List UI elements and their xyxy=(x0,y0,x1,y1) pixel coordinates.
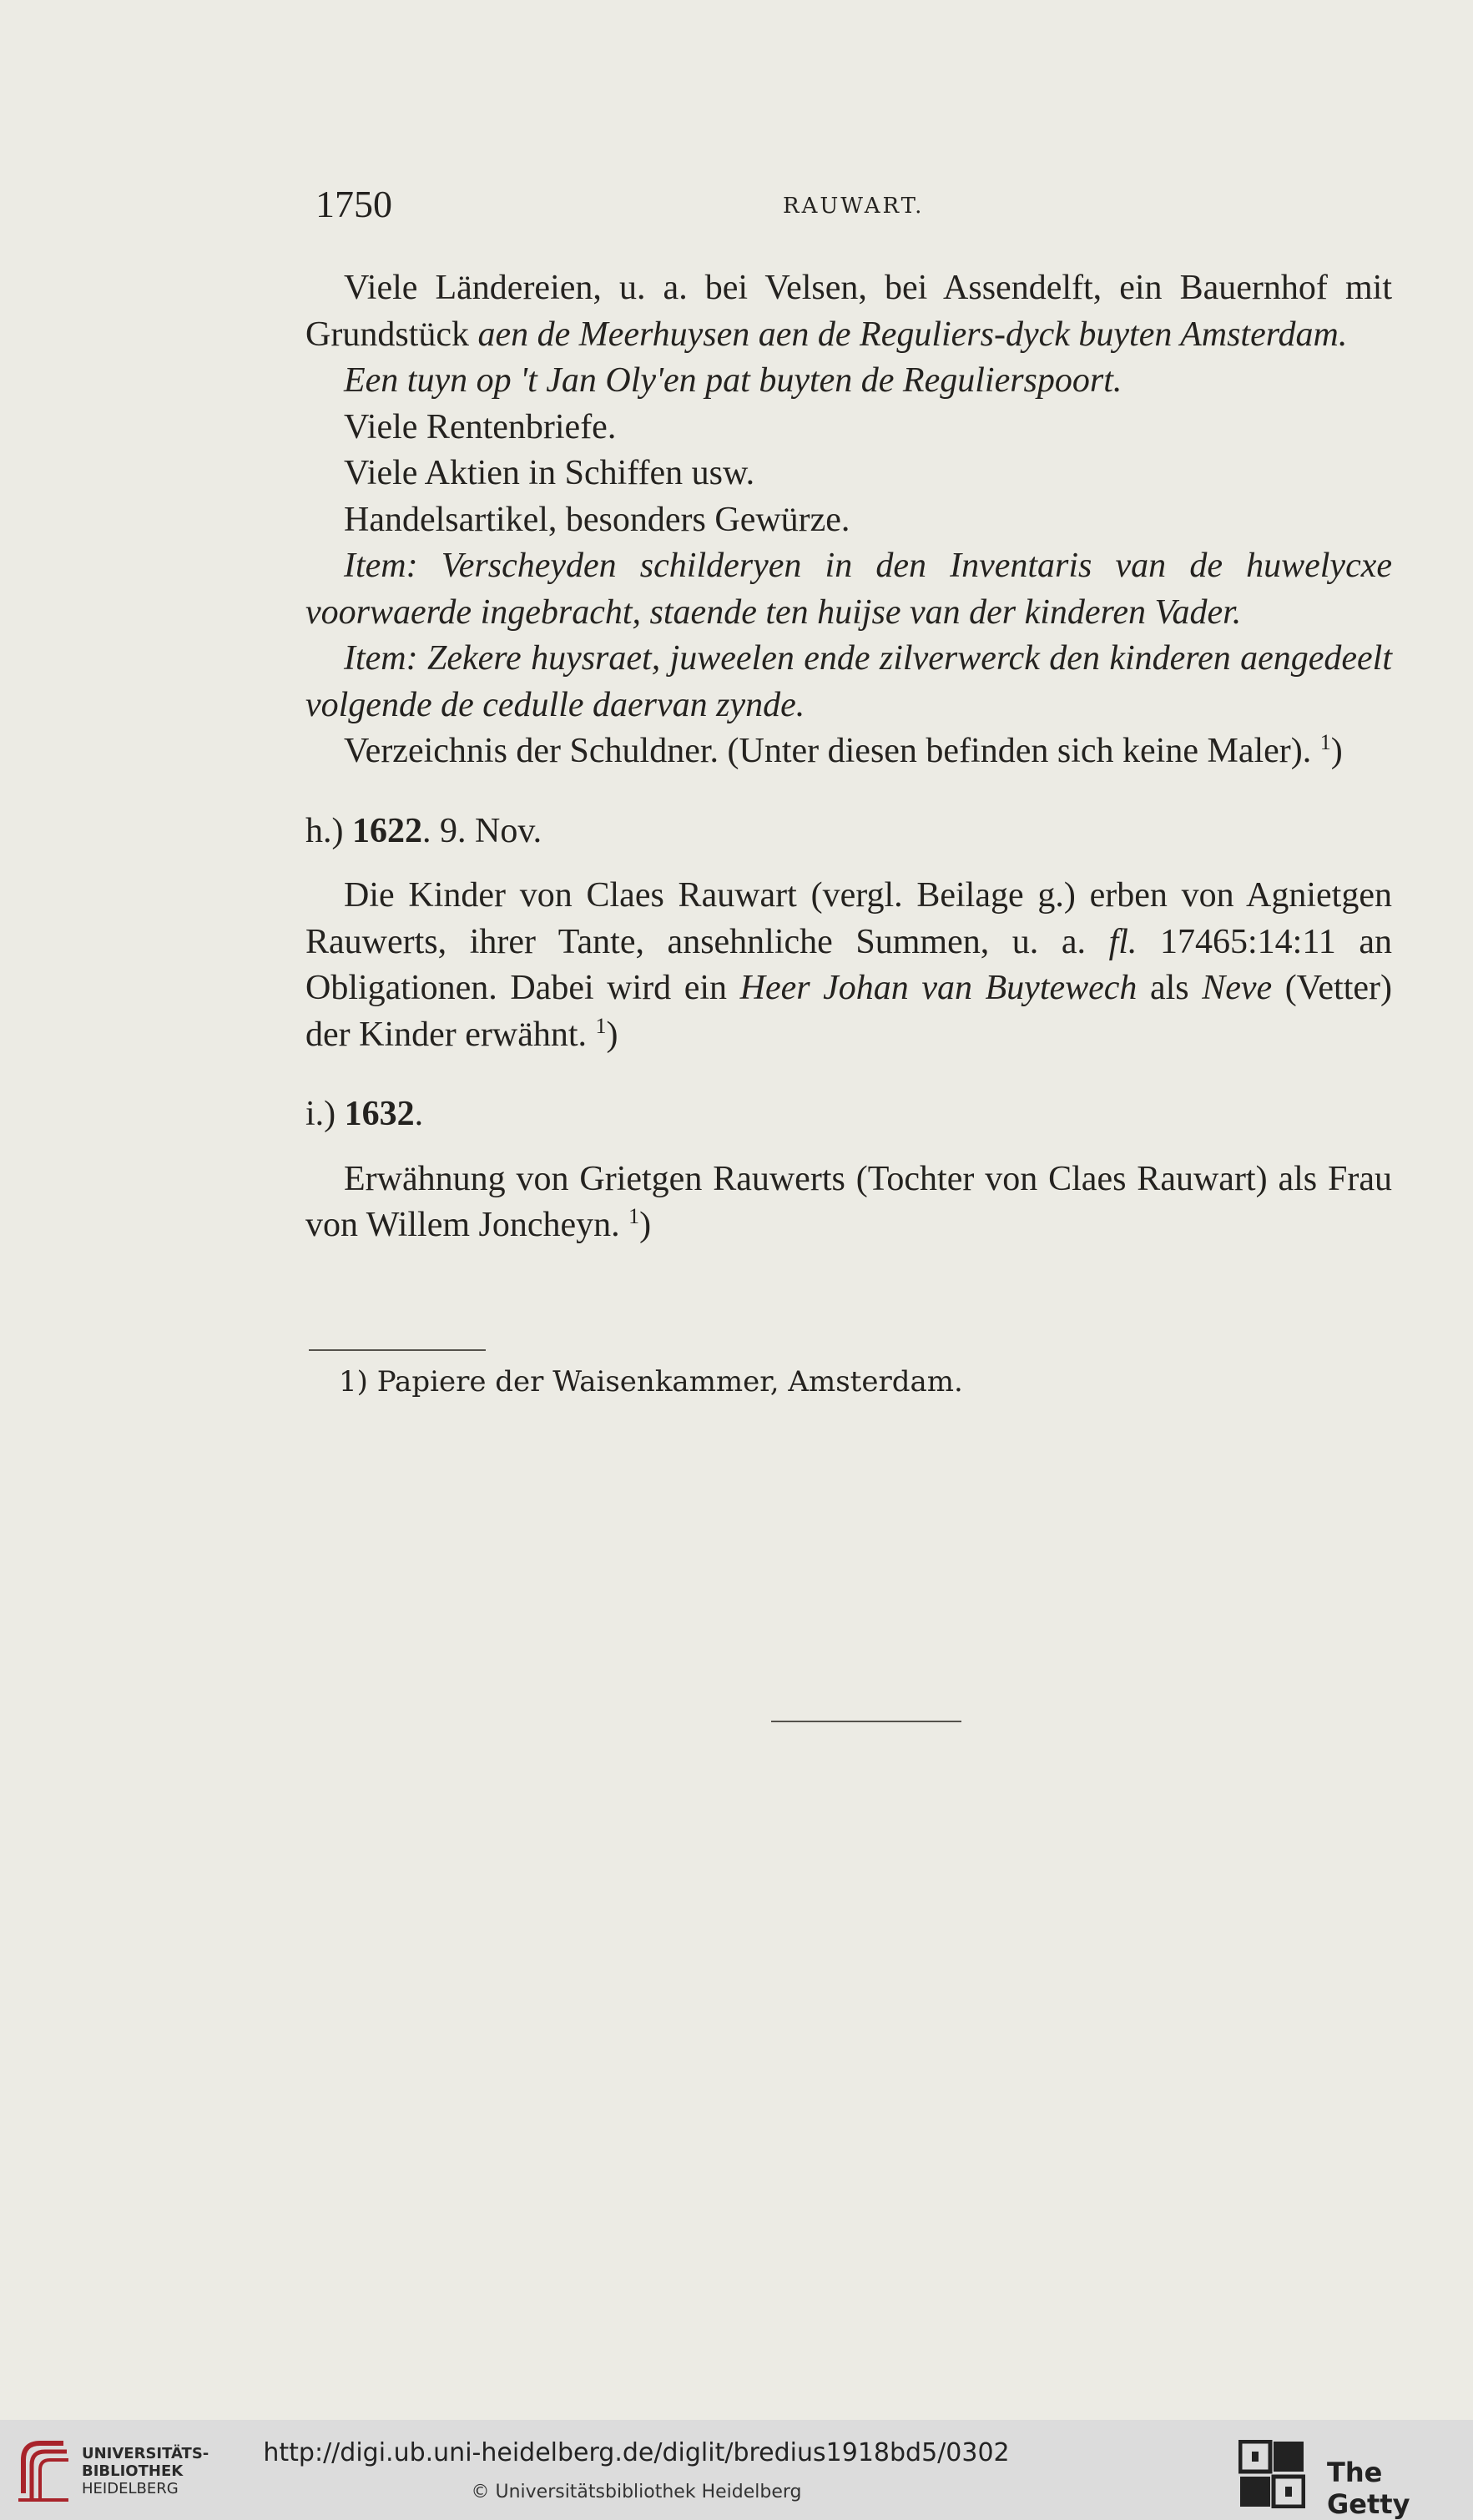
section-heading-i: i.) 1632. xyxy=(305,1095,424,1133)
paragraph-handelsartikel: Handelsartikel, besonders Gewürze. xyxy=(344,500,850,539)
footnote: 1) Papiere der Waisenkammer, Amsterdam. xyxy=(339,1365,963,1399)
paragraph-schuldner: Verzeichnis der Schuldner. (Unter diesen befinden sich keine Maler). $^1$) xyxy=(344,730,1343,770)
page-header xyxy=(315,182,1392,232)
getty-name: The Getty xyxy=(1327,2457,1410,2520)
paragraph-aktien: Viele Aktien in Schiffen usw. xyxy=(344,454,755,492)
paragraph-item-schilderyen: Item: Verscheyden schilderyen in den Inventaris van de huwelycxe voorwaerde ingebracht, staende ten huijse van der kinderen Vader. xyxy=(305,547,1392,632)
page-number: 1750 xyxy=(315,183,392,225)
end-rule xyxy=(771,1721,961,1722)
library-name: UNIVERSITÄTS- BIBLIOTHEK HEIDELBERG xyxy=(82,2445,209,2497)
paragraph-grietgen: Erwähnung von Grietgen Rauwerts (Tochter von Claes Rauwart) als Frau von Willem Joncheyn. $^1$) xyxy=(305,1159,1392,1244)
permalink-url[interactable]: http://digi.ub.uni-heidelberg.de/diglit/bredius1918bd5/0302 xyxy=(263,2438,1010,2467)
copyright-notice: © Universitätsbibliothek Heidelberg xyxy=(471,2482,802,2502)
paragraph-garden: Een tuyn op 't Jan Oly'en pat buyten de Regulierspoort. xyxy=(344,361,1122,400)
footnote-separator xyxy=(309,1349,486,1351)
getty-logo-icon xyxy=(1238,2440,1305,2508)
running-title: RAUWART. xyxy=(783,194,925,219)
footnote-marker: 1 xyxy=(595,1013,607,1038)
paragraph-kinder-claes: Die Kinder von Claes Rauwart (vergl. Beilage g.) erben von Agnietgen Rauwerts, ihrer Tante, ansehnliche Summen, u. a. fl. 17465:14:11 an Obligationen. Dabei wird ein Heer Johan van Buytewech als Neve (Vetter) der Kinder erwähnt. $^1$) xyxy=(305,876,1393,1054)
section-heading-h: h.) 1622. 9. Nov. xyxy=(305,811,542,850)
page-body xyxy=(305,265,1392,1249)
digitization-footer xyxy=(0,2420,1473,2520)
paragraph-item-huysraet: Item: Zekere huysraet, juweelen ende zilverwerck den kinderen aengedeelt volgende de cedulle daervan zynde. xyxy=(305,639,1392,724)
footnote-marker: 1 xyxy=(1319,730,1331,754)
paragraph-rentenbriefe: Viele Rentenbriefe. xyxy=(344,407,617,446)
paragraph-landholdings: Viele Ländereien, u. a. bei Velsen, bei Assendelft, ein Bauernhof mit Grundstück aen de Meerhuysen aen de Reguliers-dyck buyten Amsterdam. xyxy=(305,269,1392,354)
footnote-marker: 1 xyxy=(628,1204,640,1228)
